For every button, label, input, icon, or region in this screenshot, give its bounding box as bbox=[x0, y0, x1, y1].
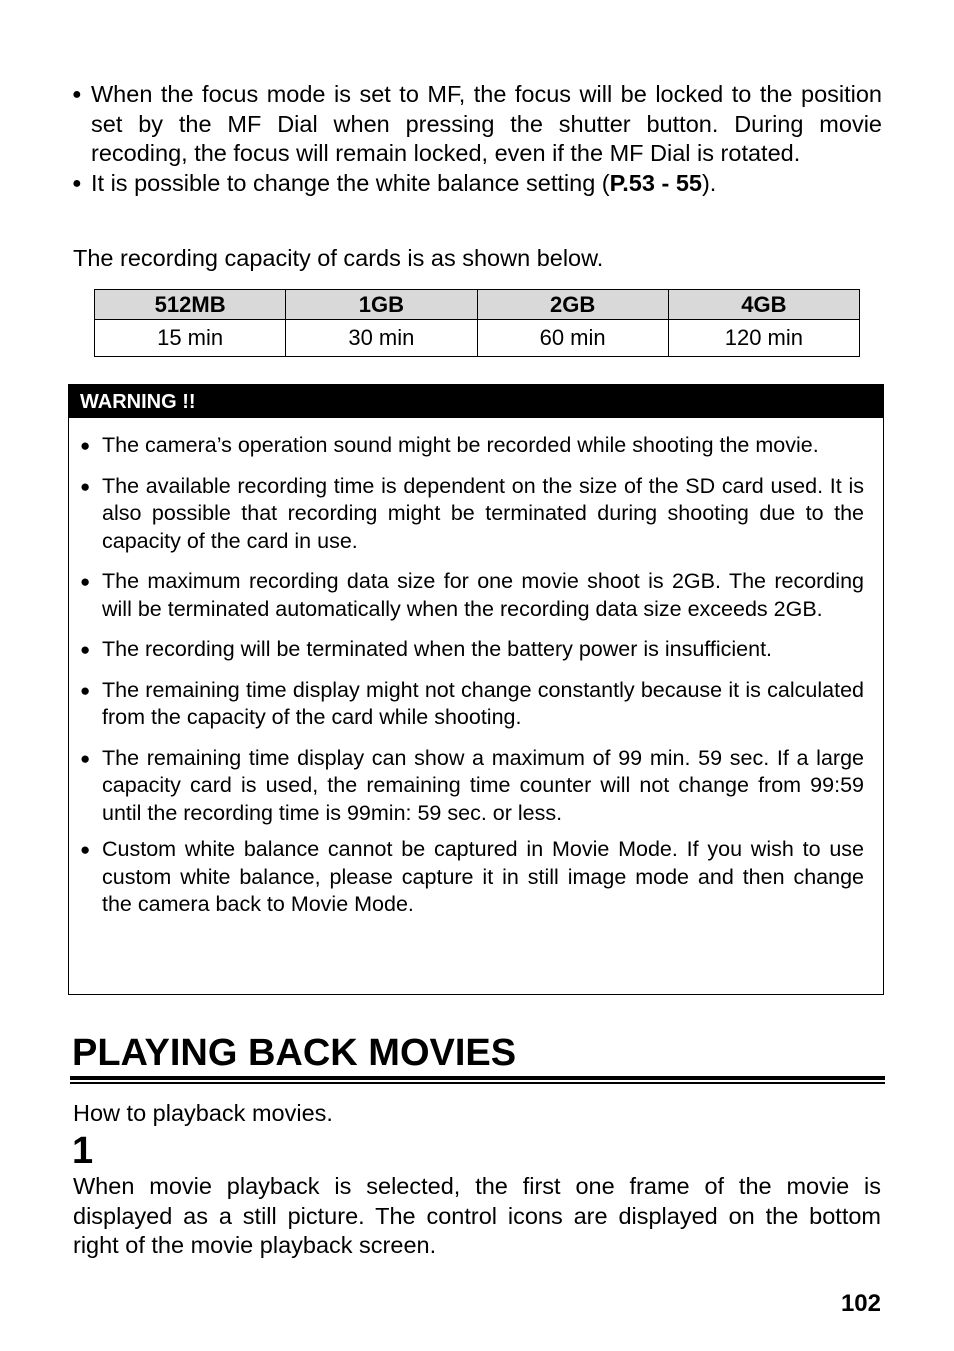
bullet-dot: ● bbox=[80, 436, 91, 455]
bullet-text: When the focus mode is set to MF, the focus will be locked to the position set by the MF Dial when pressing the shutter button. During movie recoding, the focus will remain locked, even if the MF Dial is rotated. bbox=[91, 81, 882, 166]
table-header-cell: 1GB bbox=[286, 290, 477, 320]
page-reference: P.53 - 55 bbox=[609, 169, 702, 196]
warning-title: WARNING !! bbox=[69, 385, 883, 418]
bullet-dot: ● bbox=[72, 86, 82, 103]
top-bullet-list bbox=[72, 80, 882, 198]
section-paragraph: When movie playback is selected, the first one frame of the movie is displayed as a still picture. The control icons are displayed on the bottom right of the movie playback screen. bbox=[73, 1173, 881, 1258]
warning-text: The available recording time is dependent on the size of the SD card used. It is also possible that recording might be terminated during shooting due to the capacity of the card in use. bbox=[102, 473, 864, 553]
warning-item bbox=[80, 836, 864, 919]
table-header-cell: 2GB bbox=[477, 290, 668, 320]
bullet-dot: ● bbox=[80, 840, 91, 859]
bullet-dot: ● bbox=[80, 748, 91, 768]
section-intro: How to playback movies. bbox=[73, 1100, 333, 1126]
table-header-row bbox=[95, 290, 860, 320]
warning-box bbox=[68, 384, 884, 995]
title-rule-thick bbox=[70, 1076, 885, 1080]
capacity-intro: The recording capacity of cards is as shown below. bbox=[73, 245, 604, 271]
table-cell: 30 min bbox=[286, 320, 477, 357]
bullet-dot: ● bbox=[80, 640, 91, 659]
bullet-white-balance bbox=[72, 169, 882, 199]
warning-item bbox=[80, 473, 864, 556]
warning-item bbox=[80, 677, 864, 732]
bullet-dot: ● bbox=[72, 174, 82, 192]
warning-text: The camera’s operation sound might be recorded while shooting the movie. bbox=[102, 433, 819, 457]
bullet-text-post: ). bbox=[701, 169, 717, 196]
section-title: PLAYING BACK MOVIES bbox=[72, 1032, 517, 1074]
bullet-dot: ● bbox=[80, 680, 91, 700]
warning-text: Custom white balance cannot be captured in Movie Mode. If you wish to use custom white balance, please capture it in still image mode and then change the camera back to Movie Mode. bbox=[102, 837, 864, 916]
step-number: 1 bbox=[72, 1130, 94, 1172]
title-rule-thin bbox=[70, 1082, 885, 1084]
table-cell: 120 min bbox=[668, 320, 859, 357]
warning-text: The maximum recording data size for one movie shoot is 2GB. The recording will be terminated automatically when the recording data size exceeds 2GB. bbox=[102, 569, 864, 621]
page-number: 102 bbox=[840, 1290, 881, 1317]
table-header-cell: 512MB bbox=[95, 290, 286, 320]
bullet-text-pre: It is possible to change the white balance setting ( bbox=[91, 169, 610, 196]
warning-text: The remaining time display can show a maximum of 99 min. 59 sec. If a large capacity card is used, the remaining time counter will not change from 99:59 until the recording time is 99min: 59 sec. or less. bbox=[102, 745, 864, 825]
warning-item bbox=[80, 745, 864, 828]
bullet-dot: ● bbox=[80, 476, 91, 496]
bullet-dot: ● bbox=[80, 572, 91, 591]
capacity-table bbox=[94, 289, 860, 357]
warning-item bbox=[80, 432, 864, 460]
warning-text: The remaining time display might not change constantly because it is calculated from the capacity of the card while shooting. bbox=[102, 677, 864, 729]
table-row bbox=[95, 320, 860, 357]
warning-text: The recording will be terminated when the battery power is insufficient. bbox=[102, 637, 773, 661]
warning-item bbox=[80, 568, 864, 623]
table-cell: 15 min bbox=[95, 320, 286, 357]
table-header-cell: 4GB bbox=[668, 290, 859, 320]
warning-item bbox=[80, 636, 864, 664]
warning-list bbox=[69, 418, 883, 919]
bullet-focus-mode bbox=[72, 80, 882, 169]
table-cell: 60 min bbox=[477, 320, 668, 357]
